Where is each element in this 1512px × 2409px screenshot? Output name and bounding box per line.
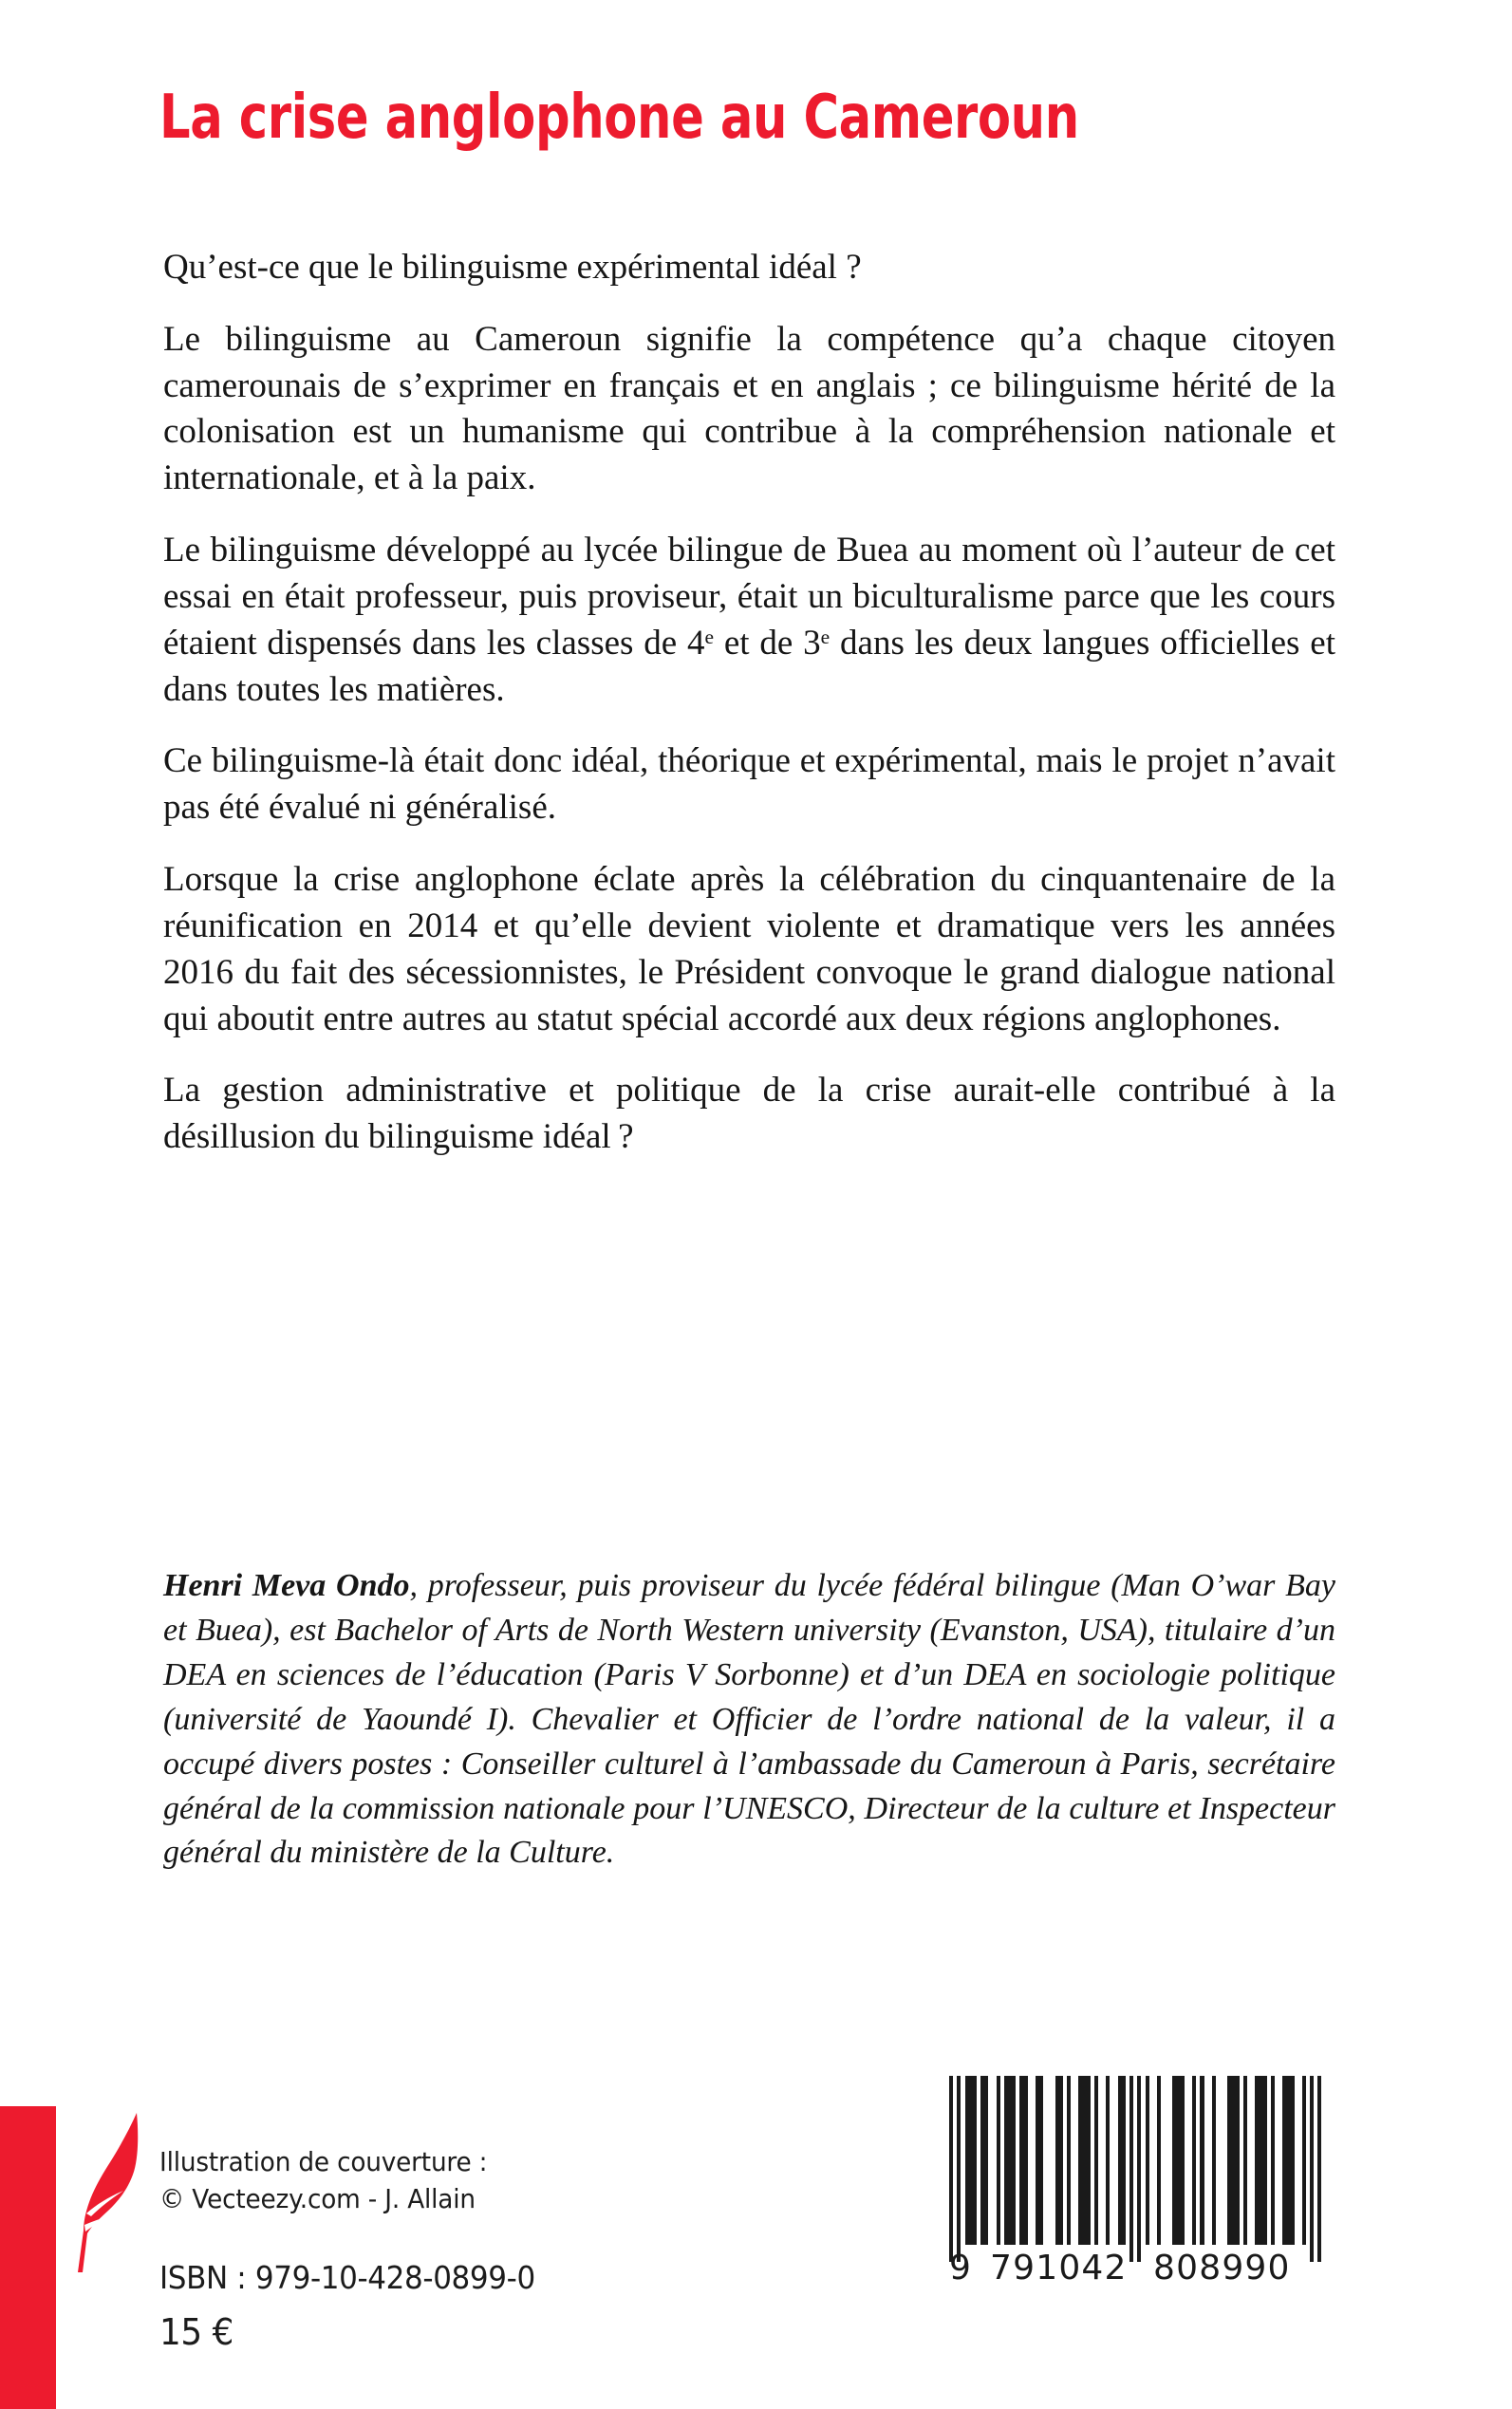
- blurb-paragraph-2: Le bilinguisme au Cameroun signifie la compétence qu’a chaque citoyen camerounais de s’exprimer en français et en anglais ; ce bilinguisme hérité de la colonisation est un humanisme qui contribue à la compréhension nationale et internationale, et à la paix.: [163, 319, 1335, 498]
- cover-credit-line-2: © Vecteezy.com - J. Allain: [159, 2183, 476, 2215]
- author-biography: [163, 1564, 1335, 1876]
- barcode-bar: [1172, 2076, 1184, 2245]
- barcode-bar: [1106, 2076, 1110, 2245]
- barcode-bar: [1192, 2076, 1196, 2245]
- barcode-bar: [1317, 2076, 1321, 2262]
- cover-credit: [159, 2143, 535, 2217]
- barcode-bar: [1146, 2076, 1149, 2245]
- barcode-bar: [980, 2076, 988, 2245]
- barcode-bar: [1036, 2076, 1043, 2245]
- cover-credit-line-1: Illustration de couverture :: [159, 2146, 488, 2177]
- barcode-bar: [1212, 2076, 1216, 2245]
- blurb-paragraph-1: Qu’est-ce que le bilinguisme expérimental idéal ?: [163, 248, 862, 287]
- barcode-bar: [949, 2076, 953, 2262]
- barcode-bar: [1255, 2076, 1266, 2245]
- author-name: Henri Meva Ondo: [163, 1568, 410, 1603]
- barcode-bar: [997, 2076, 1000, 2245]
- ordinal-suffix-3e: e: [820, 625, 831, 648]
- blurb-paragraph-buea: [163, 528, 1335, 713]
- barcode-bar: [957, 2076, 961, 2262]
- barcode-bar: [1118, 2076, 1126, 2245]
- barcode-bar: [1078, 2076, 1090, 2245]
- barcode-bar: [965, 2076, 977, 2245]
- price-text: 15 €: [159, 2311, 234, 2354]
- barcode-bar: [1243, 2076, 1247, 2245]
- barcode-bar: [1094, 2076, 1098, 2245]
- barcode-bar: [1282, 2076, 1294, 2245]
- barcode-right-group: 808990: [1153, 2249, 1291, 2288]
- blurb-paragraph-4: Ce bilinguisme-là était donc idéal, théorique et expérimental, mais le projet n’avait pas été évalué ni généralisé.: [163, 741, 1335, 828]
- author-bio-text: , professeur, puis proviseur du lycée fédéral bilingue (Man O’war Bay et Buea), est Bachelor of Arts de North Western university (Evanston, USA), titulaire d’un DEA en sciences de l’éducation (Paris V Sorbonne) et d’un DEA en sociologie politique (université de Yaoundé I). Chevalier et Officier de l’ordre national de la valeur, il a occupé divers postes : Conseiller culturel à l’ambassade du Cameroun à Paris, secrétaire général de la commission nationale pour l’UNESCO, Directeur de la culture et Inspecteur général du ministère de la Culture.: [163, 1568, 1335, 1871]
- barcode-bar: [1129, 2076, 1133, 2262]
- barcode-bars: [949, 2076, 1322, 2262]
- barcode-bar: [1227, 2076, 1239, 2245]
- back-cover-blurb: [163, 245, 1335, 1161]
- barcode-bar: [1137, 2076, 1141, 2262]
- blurb-buea-part3: dans les deux langues officielles et dans toutes les matières.: [163, 623, 1335, 709]
- barcode-bar: [1200, 2076, 1204, 2245]
- barcode-bar: [1019, 2076, 1027, 2245]
- brand-red-bar: [0, 2106, 56, 2409]
- barcode-bar: [1157, 2076, 1161, 2245]
- blurb-paragraph-5: Lorsque la crise anglophone éclate après la célébration du cinquantenaire de la réunification en 2014 et qu’elle devient violente et dramatique vers les années 2016 du fait des sécessionnistes, le Président convoque le grand dialogue national qui aboutit entre autres au statut spécial accordé aux deux régions anglophones.: [163, 860, 1335, 1038]
- feather-quill-icon: [70, 2109, 139, 2275]
- blurb-buea-part1: Le bilinguisme développé au lycée bilingue de Buea au moment où l’auteur de cet essai en était professeur, puis proviseur, était un biculturalisme parce que les cours étaient dispensés dans les classes de 4: [163, 531, 1335, 663]
- barcode-bar: [1302, 2076, 1306, 2245]
- blurb-paragraph-6: La gestion administrative et politique de la crise aurait-elle contribué à la désillusion du bilinguisme idéal ?: [163, 1071, 1335, 1157]
- barcode-lead-digit: 9: [949, 2249, 973, 2288]
- ean13-barcode: [949, 2076, 1322, 2313]
- isbn-text: ISBN : 979-10-428-0899-0: [159, 2259, 535, 2297]
- barcode-bar: [1004, 2076, 1016, 2245]
- barcode-bar: [1055, 2076, 1063, 2245]
- blurb-buea-part2: et de 3: [714, 623, 821, 663]
- imprint-block: [159, 2143, 559, 2353]
- barcode-bar: [1067, 2076, 1071, 2245]
- page-title: La crise anglophone au Cameroun: [159, 83, 1079, 153]
- barcode-bar: [1310, 2076, 1314, 2262]
- barcode-left-group: 791042: [990, 2249, 1128, 2288]
- barcode-bar: [1271, 2076, 1275, 2245]
- ordinal-suffix-4e: e: [704, 625, 715, 648]
